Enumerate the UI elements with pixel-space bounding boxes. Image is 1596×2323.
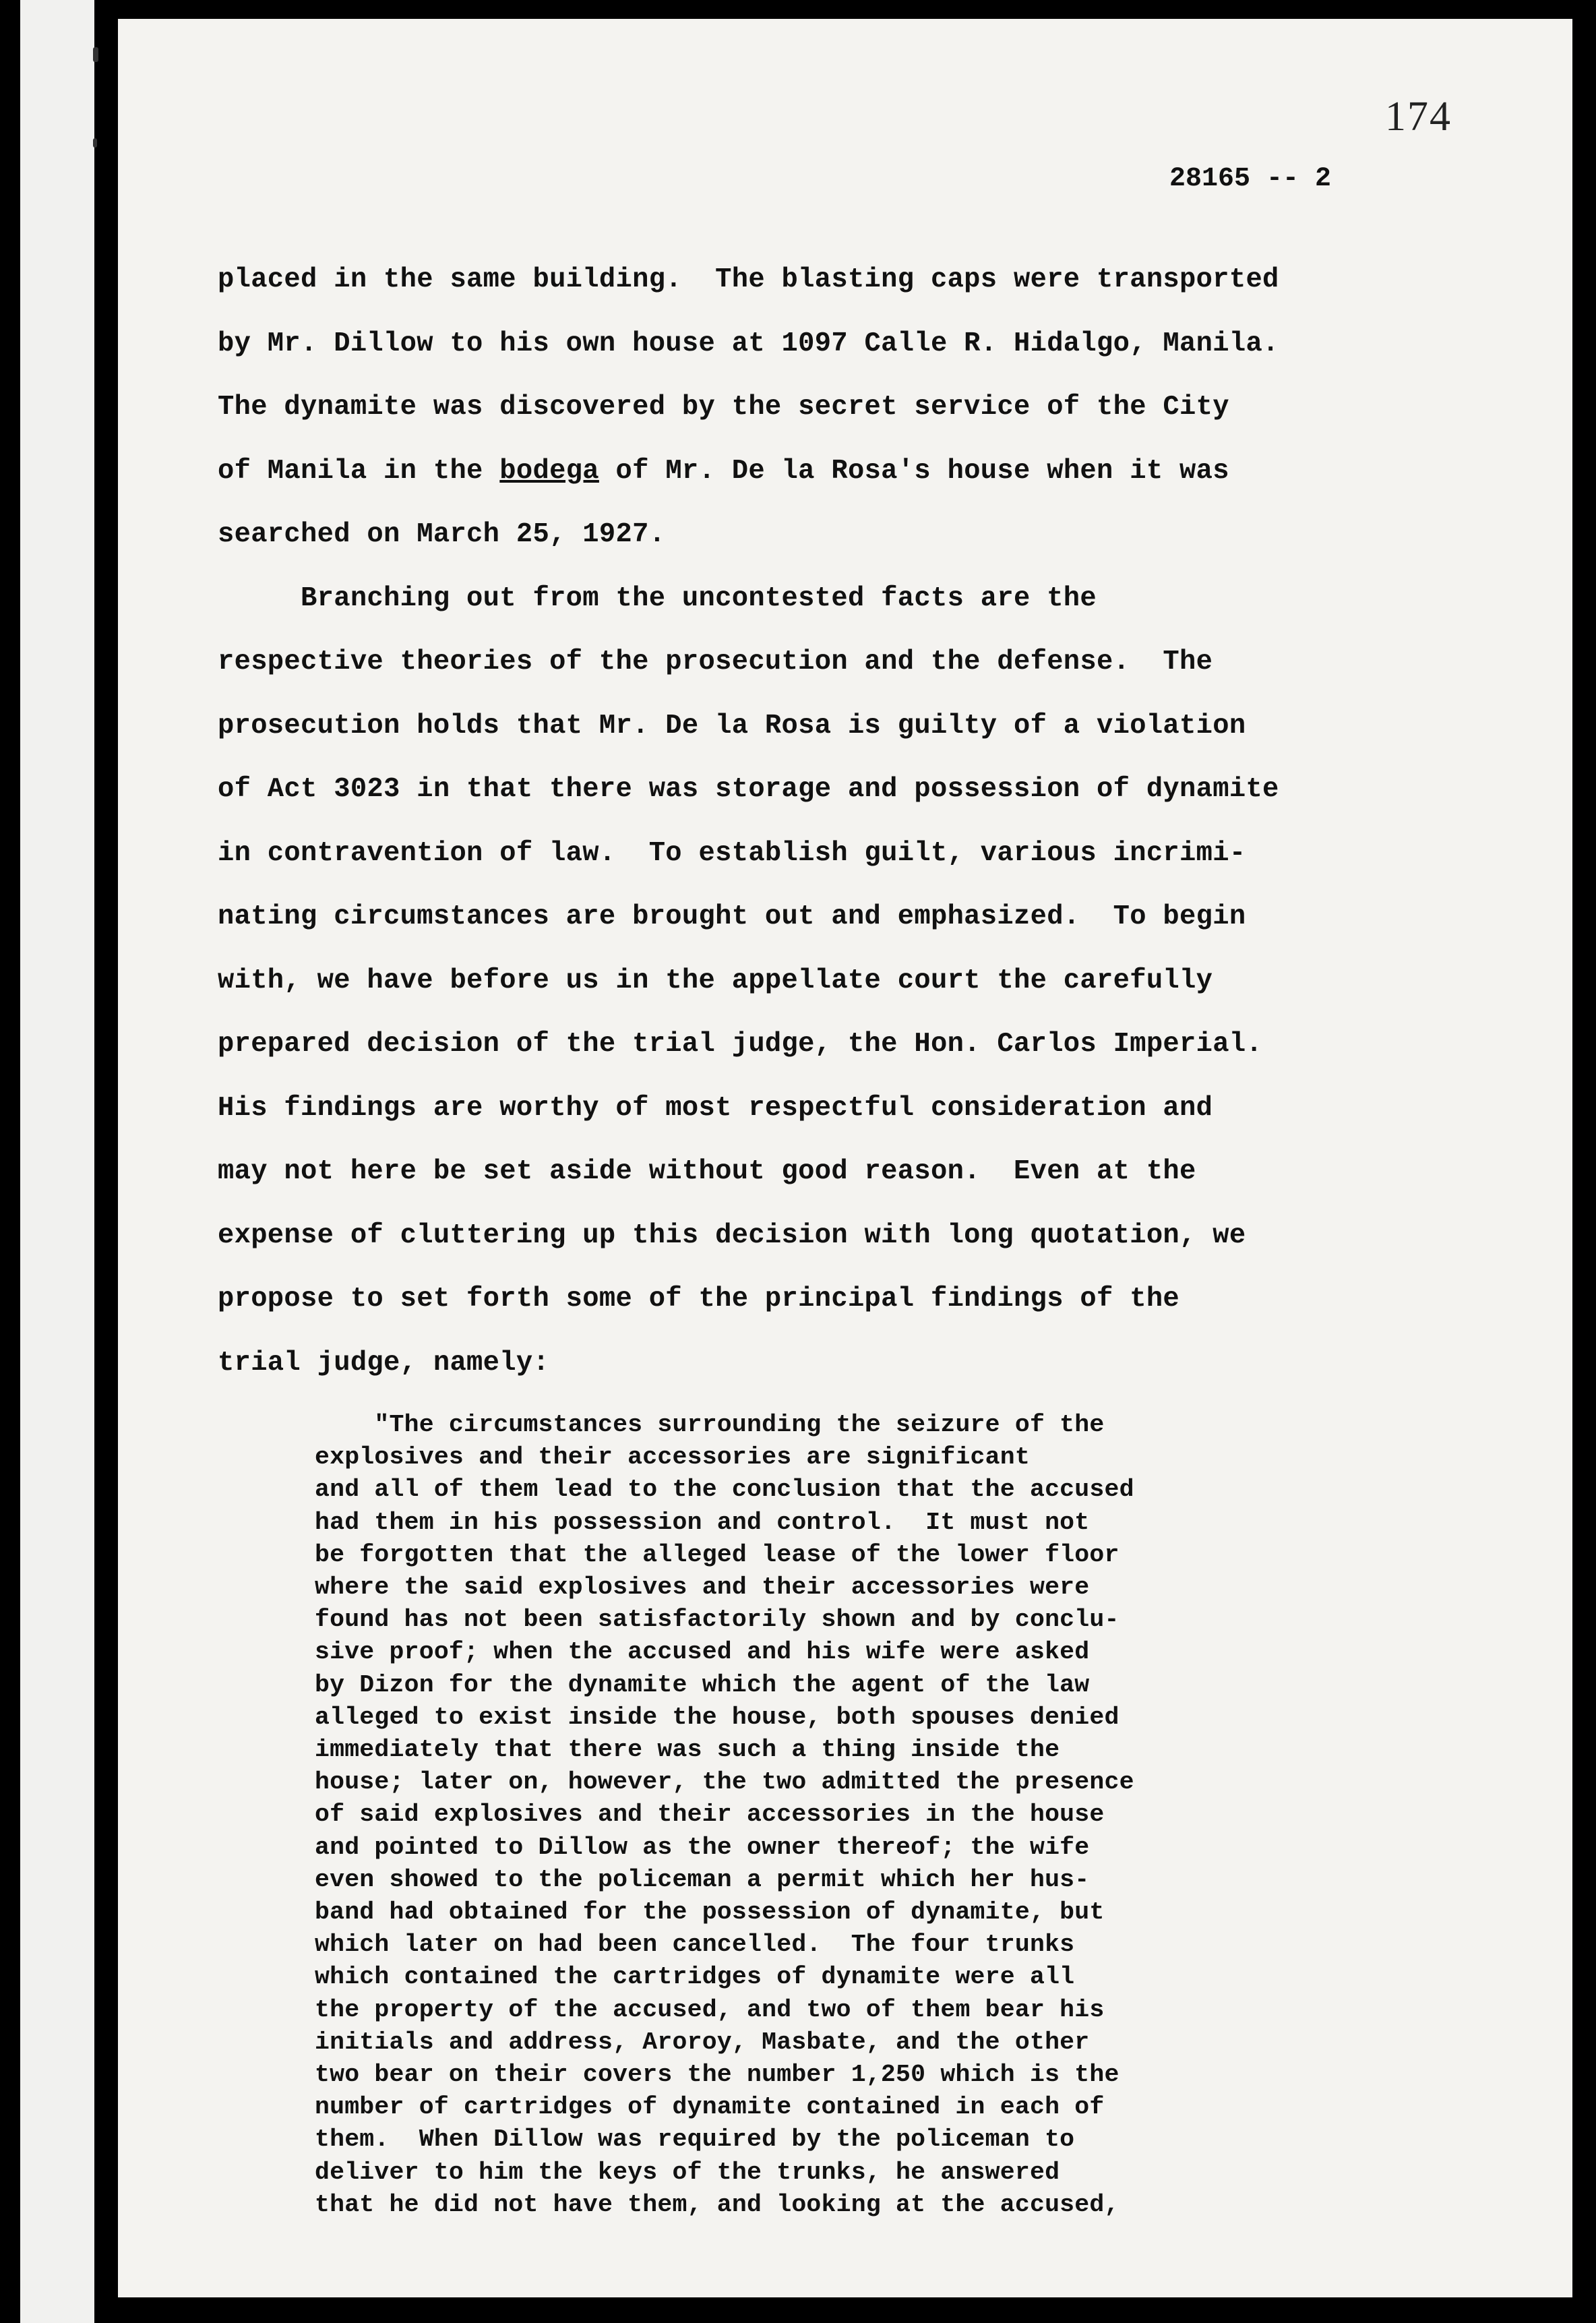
body-line: placed in the same building. The blasting caps were transported xyxy=(218,264,1279,295)
quote-line: them. When Dillow was required by the policeman to xyxy=(315,2125,1075,2154)
quote-line: had them in his possession and control. It must not xyxy=(315,1508,1090,1536)
body-line: trial judge, namely: xyxy=(218,1347,550,1379)
body-line: Branching out from the uncontested facts are the xyxy=(218,582,1097,614)
quote-line: where the said explosives and their accessories were xyxy=(315,1573,1090,1602)
quote-line: initials and address, Aroroy, Masbate, and the other xyxy=(315,2028,1090,2056)
body-line: expense of cluttering up this decision with long quotation, we xyxy=(218,1219,1246,1251)
body-text xyxy=(218,248,1552,1395)
quote-line: alleged to exist inside the house, both spouses denied xyxy=(315,1703,1119,1731)
line-segment: of Manila in the xyxy=(218,455,500,487)
underlined-term: bodega xyxy=(499,455,599,487)
quote-line: immediately that there was such a thing inside the xyxy=(315,1736,1060,1764)
quote-line: which contained the cartridges of dynamite were all xyxy=(315,1963,1075,1991)
body-line: nating circumstances are brought out and emphasized. To begin xyxy=(218,901,1246,932)
quote-line: band had obtained for the possession of dynamite, but xyxy=(315,1898,1105,1927)
body-line: His findings are worthy of most respectful consideration and xyxy=(218,1092,1213,1124)
body-line: with, we have before us in the appellate court the carefully xyxy=(218,965,1213,996)
body-line: prepared decision of the trial judge, the Hon. Carlos Imperial. xyxy=(218,1029,1263,1060)
body-line: by Mr. Dillow to his own house at 1097 Calle R. Hidalgo, Manila. xyxy=(218,328,1279,359)
quote-line: "The circumstances surrounding the seizure of the xyxy=(315,1411,1105,1439)
quote-line: the property of the accused, and two of them bear his xyxy=(315,1995,1105,2024)
body-line: of Act 3023 in that there was storage and possession of dynamite xyxy=(218,774,1279,805)
line-segment: of Mr. De la Rosa's house when it was xyxy=(598,455,1229,487)
quote-line: that he did not have them, and looking at the accused, xyxy=(315,2190,1119,2219)
body-line: respective theories of the prosecution and the defense. The xyxy=(218,646,1213,677)
quote-line: and all of them lead to the conclusion that the accused xyxy=(315,1476,1134,1504)
body-line: prosecution holds that Mr. De la Rosa is guilty of a violation xyxy=(218,710,1246,742)
document-page xyxy=(118,19,1572,2297)
quote-line: of said explosives and their accessories in the house xyxy=(315,1801,1105,1829)
film-mark xyxy=(93,47,98,62)
case-number: 28165 -- 2 xyxy=(1169,164,1332,194)
quote-line: be forgotten that the alleged lease of the lower floor xyxy=(315,1540,1119,1569)
quote-line: sive proof; when the accused and his wife were asked xyxy=(315,1638,1090,1666)
quote-line: found has not been satisfactorily shown and by conclu- xyxy=(315,1606,1119,1634)
body-line: may not here be set aside without good reason. Even at the xyxy=(218,1156,1196,1187)
body-line: searched on March 25, 1927. xyxy=(218,519,666,550)
film-mark xyxy=(93,138,97,148)
body-line xyxy=(218,440,1552,504)
quote-line: even showed to the policeman a permit which her hus- xyxy=(315,1865,1090,1894)
body-line: in contravention of law. To establish guilt, various incrimi- xyxy=(218,837,1246,869)
quote-line: explosives and their accessories are significant xyxy=(315,1443,1030,1472)
quote-line: number of cartridges of dynamite contained in each of xyxy=(315,2093,1105,2121)
film-edge-strip xyxy=(20,0,94,2323)
quote-line: and pointed to Dillow as the owner thereof; the wife xyxy=(315,1833,1090,1861)
body-line: The dynamite was discovered by the secret service of the City xyxy=(218,392,1229,423)
quote-line: two bear on their covers the number 1,250 which is the xyxy=(315,2061,1119,2089)
quote-line: deliver to him the keys of the trunks, he answered xyxy=(315,2158,1060,2186)
quote-line: by Dizon for the dynamite which the agent of the law xyxy=(315,1670,1090,1699)
body-line: propose to set forth some of the principal findings of the xyxy=(218,1284,1180,1315)
quote-line: which later on had been cancelled. The four trunks xyxy=(315,1931,1075,1959)
block-quote xyxy=(315,1409,1528,2221)
page-stamp-number: 174 xyxy=(1385,94,1452,140)
quote-line: house; later on, however, the two admitted the presence xyxy=(315,1768,1134,1797)
